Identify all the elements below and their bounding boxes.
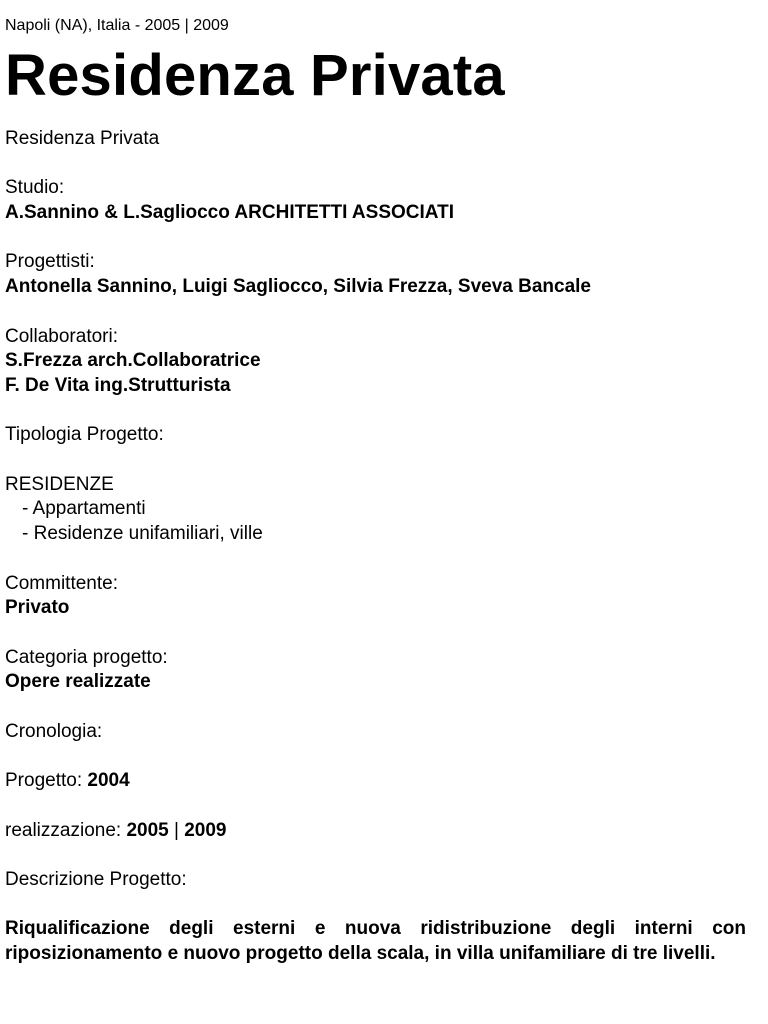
tipologia-category: RESIDENZE — [5, 473, 114, 495]
realizzazione-start-year: 2005 — [126, 819, 169, 841]
spacer — [5, 794, 746, 819]
spacer — [5, 152, 746, 177]
collaboratori-label: Collaboratori: — [5, 325, 118, 347]
spacer — [5, 448, 746, 473]
cronologia-label: Cronologia: — [5, 720, 103, 742]
committente-label: Committente: — [5, 572, 118, 594]
realizzazione-row — [5, 819, 746, 844]
spacer — [5, 300, 746, 325]
categoria-label: Categoria progetto: — [5, 646, 168, 668]
page-title: Residenza Privata — [5, 43, 505, 108]
spacer — [5, 843, 746, 868]
collaboratore-item: F. De Vita ing.Strutturista — [5, 374, 231, 396]
spacer — [5, 399, 746, 424]
project-name: Residenza Privata — [5, 128, 160, 149]
studio-label: Studio: — [5, 177, 65, 199]
spacer — [5, 744, 746, 769]
spacer — [5, 547, 746, 572]
spacer — [5, 695, 746, 720]
realizzazione-label: realizzazione: — [5, 819, 127, 841]
tipologia-item: - Appartamenti — [22, 498, 146, 520]
descrizione-label: Descrizione Progetto: — [5, 868, 187, 890]
project-details — [5, 127, 746, 967]
spacer — [5, 621, 746, 646]
collaboratore-item: S.Frezza arch.Collaboratrice — [5, 350, 261, 372]
tipologia-item: - Residenze unifamiliari, ville — [22, 523, 263, 545]
realizzazione-separator: | — [168, 819, 185, 841]
studio-value: A.Sannino & L.Sagliocco ARCHITETTI ASSOCIATI — [5, 202, 454, 224]
tipologia-label: Tipologia Progetto: — [5, 424, 164, 446]
progetto-label: Progetto: — [5, 770, 88, 792]
progettisti-label: Progettisti: — [5, 251, 95, 273]
committente-value: Privato — [5, 597, 70, 619]
descrizione-text: Riqualificazione degli esterni e nuova ridistribuzione degli interni con riposizionamento e nuovo progetto della scala, in villa unifamiliare di tre livelli. — [5, 918, 746, 965]
progetto-year-row — [5, 769, 746, 794]
spacer — [5, 226, 746, 251]
progetto-year: 2004 — [87, 770, 130, 792]
realizzazione-end-year: 2009 — [184, 819, 227, 841]
spacer — [5, 893, 746, 918]
progettisti-value: Antonella Sannino, Luigi Sagliocco, Silvia Frezza, Sveva Bancale — [5, 276, 592, 298]
categoria-value: Opere realizzate — [5, 671, 151, 693]
project-location: Napoli (NA), Italia - 2005 | 2009 — [5, 17, 229, 34]
